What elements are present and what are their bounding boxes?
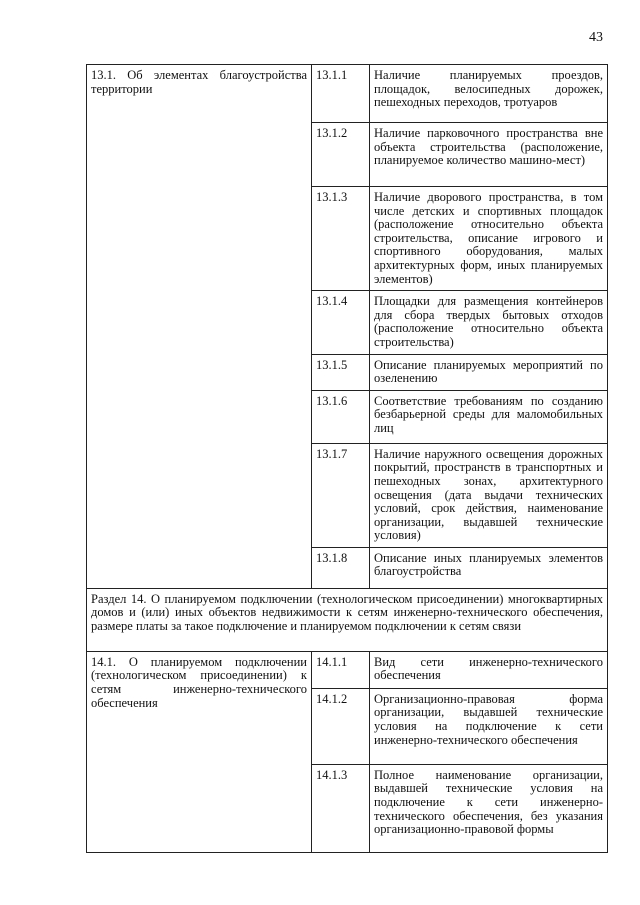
section-heading-row [87, 588, 608, 651]
row-code: 14.1.2 [312, 688, 370, 764]
group-label-13-1: 13.1. Об элементах благоустройства территории [87, 65, 312, 589]
row-description: Площадки для размещения контейнеров для сбора твердых бытовых отходов (расположение относительно объекта строительства) [370, 291, 608, 354]
row-code: 13.1.6 [312, 390, 370, 443]
row-code: 13.1.5 [312, 354, 370, 390]
row-code: 13.1.3 [312, 187, 370, 291]
row-description: Наличие наружного освещения дорожных покрытий, пространств в транспортных и пешеходных зонах, архитектурного освещения (дата выдачи технических условий, срок действия, наименование организации, выдавшей технические условия) [370, 443, 608, 547]
page-number: 43 [589, 30, 603, 45]
section-14-heading: Раздел 14. О планируемом подключении (технологическом присоединении) многоквартирных домов и (или) иных объектов недвижимости к сетям инженерно-технического обеспечения, размере платы за такое подключение и планируемом подключении к сетям связи [87, 588, 608, 651]
row-description: Соответствие требованиям по созданию безбарьерной среды для маломобильных лиц [370, 390, 608, 443]
row-description: Организационно-правовая форма организации, выдавшей технические условия на подключение к сети инженерно-технического обеспечения [370, 688, 608, 764]
row-code: 14.1.1 [312, 651, 370, 688]
row-code: 13.1.2 [312, 123, 370, 187]
row-description: Наличие парковочного пространства вне объекта строительства (расположение, планируемое количество машино-мест) [370, 123, 608, 187]
row-code: 13.1.4 [312, 291, 370, 354]
row-description: Наличие дворового пространства, в том числе детских и спортивных площадок (расположение относительно объекта строительства, описание игрового и спортивного оборудования, малых архитектурных форм, иных планируемых элементов) [370, 187, 608, 291]
group-label-14-1: 14.1. О планируемом подключении (технологическом присоединении) к сетям инженерно-технического обеспечения [87, 651, 312, 852]
table-row [87, 65, 608, 123]
row-description: Описание иных планируемых элементов благоустройства [370, 547, 608, 588]
row-code: 13.1.7 [312, 443, 370, 547]
row-code: 13.1.1 [312, 65, 370, 123]
row-description: Описание планируемых мероприятий по озеленению [370, 354, 608, 390]
row-code: 14.1.3 [312, 764, 370, 852]
row-description: Вид сети инженерно-технического обеспечения [370, 651, 608, 688]
table-row [87, 651, 608, 688]
row-description: Полное наименование организации, выдавшей технические условия на подключение к сети инженерно-технического обеспечения, без указания организационно-правовой формы [370, 764, 608, 852]
row-description: Наличие планируемых проездов, площадок, велосипедных дорожек, пешеходных переходов, тротуаров [370, 65, 608, 123]
declaration-table [86, 64, 608, 853]
row-code: 13.1.8 [312, 547, 370, 588]
